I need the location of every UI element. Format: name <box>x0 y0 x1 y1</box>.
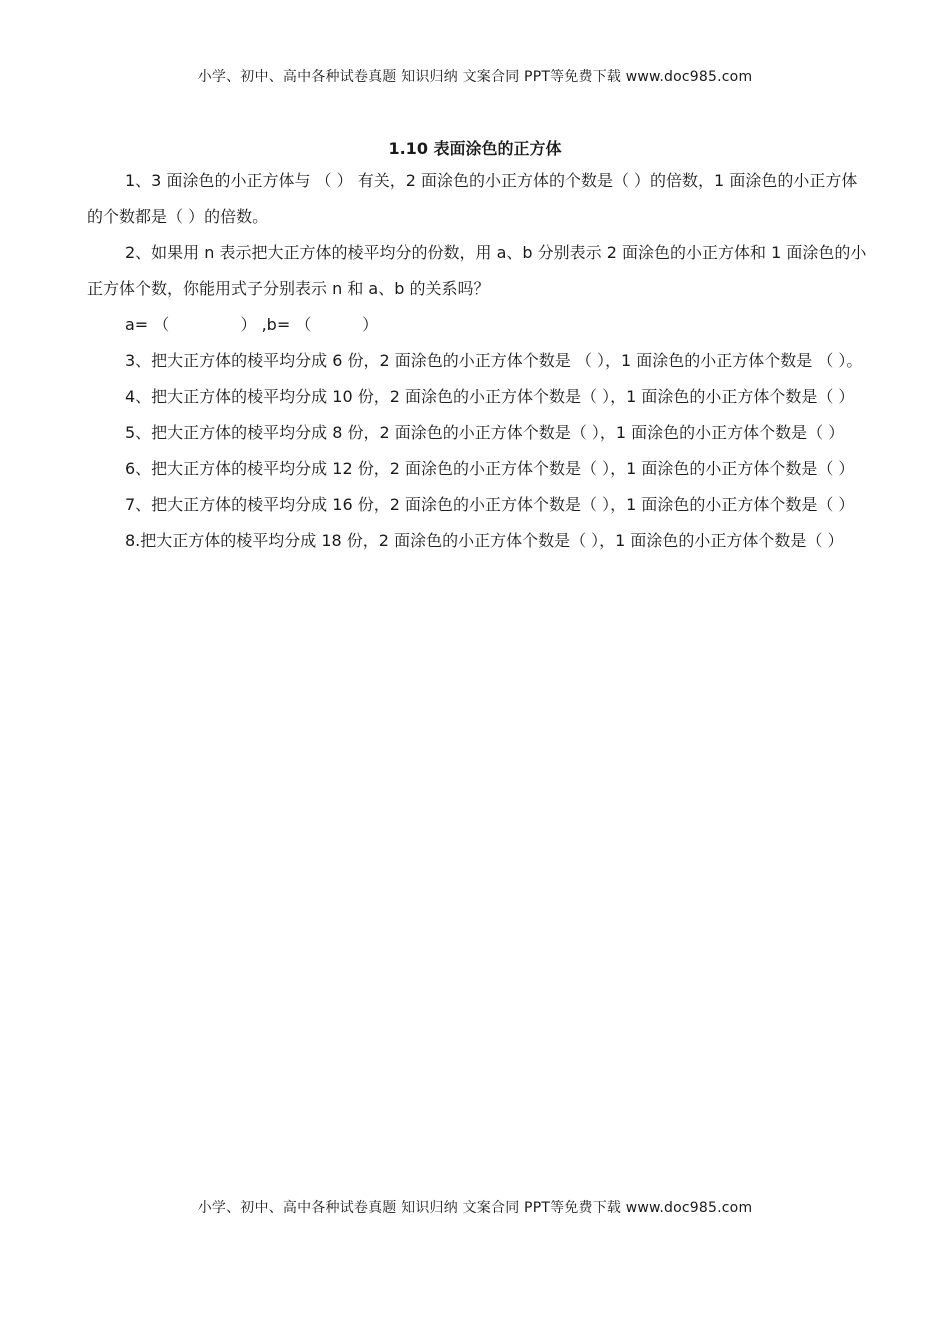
question-2-answer-line: a= （ ） ,b= （ ） <box>125 315 379 334</box>
question-list <box>87 163 867 559</box>
page-header: 小学、初中、高中各种试卷真题 知识归纳 文案合同 PPT等免费下载 www.doc985.com <box>197 69 753 85</box>
question-7: 7、把大正方体的棱平均分成 16 份，2 面涂色的小正方体个数是（ ），1 面涂色的小正方体个数是（ ） <box>125 495 855 514</box>
question-5: 5、把大正方体的棱平均分成 8 份，2 面涂色的小正方体个数是（ ），1 面涂色的小正方体个数是（ ） <box>125 423 845 442</box>
question-1: 1、3 面涂色的小正方体与 （ ） 有关，2 面涂色的小正方体的个数是（ ）的倍数，1 面涂色的小正方体的个数都是（ ）的倍数。 <box>87 171 858 226</box>
question-2: 2、如果用 n 表示把大正方体的棱平均分的份数，用 a、b 分别表示 2 面涂色的小正方体和 1 面涂色的小正方体个数，你能用式子分别表示 n 和 a、b 的关系吗？ <box>87 243 867 298</box>
question-8: 8.把大正方体的棱平均分成 18 份，2 面涂色的小正方体个数是（ ），1 面涂色的小正方体个数是（ ） <box>125 531 844 550</box>
question-6: 6、把大正方体的棱平均分成 12 份，2 面涂色的小正方体个数是（ ），1 面涂色的小正方体个数是（ ） <box>125 459 855 478</box>
page-title: 1.10 表面涂色的正方体 <box>388 139 562 158</box>
question-4: 4、把大正方体的棱平均分成 10 份，2 面涂色的小正方体个数是（ ），1 面涂色的小正方体个数是（ ） <box>125 387 855 406</box>
question-3: 3、把大正方体的棱平均分成 6 份，2 面涂色的小正方体个数是 （ ），1 面涂色的小正方体个数是 （ ）。 <box>125 351 863 370</box>
page-footer: 小学、初中、高中各种试卷真题 知识归纳 文案合同 PPT等免费下载 www.doc985.com <box>197 1200 753 1216</box>
